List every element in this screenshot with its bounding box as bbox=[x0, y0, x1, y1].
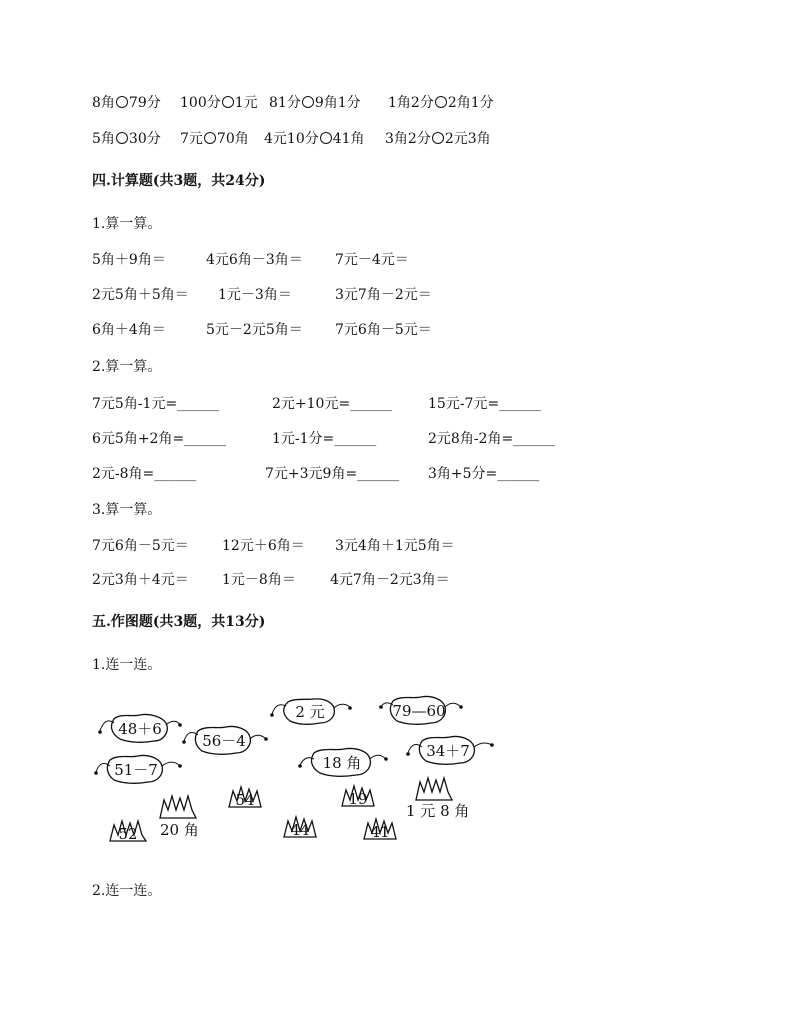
bug-label: 48＋6 bbox=[118, 720, 162, 738]
compare-item: 100分 1元 bbox=[180, 95, 258, 111]
blank-expression[interactable]: 6元5角+2角=______ bbox=[92, 431, 227, 447]
blank-expression[interactable]: 15元-7元=______ bbox=[428, 396, 542, 412]
bug-card[interactable] bbox=[406, 736, 494, 764]
bug-label: 51－7 bbox=[114, 761, 158, 779]
expression: 5角＋9角＝ bbox=[92, 252, 166, 268]
s5-q2-title: 2.连一连。 bbox=[92, 883, 162, 899]
expression: 1元－8角＝ bbox=[222, 572, 296, 588]
compare-item: 4元10分 41角 bbox=[264, 131, 365, 147]
blank-expression[interactable]: 2元-8角=______ bbox=[92, 466, 197, 482]
grass-label: 52 bbox=[118, 825, 138, 843]
expression: 12元＋6角＝ bbox=[222, 538, 305, 554]
expression: 7元6角－5元＝ bbox=[335, 322, 432, 338]
blank-expression[interactable]: 3角+5分=______ bbox=[428, 466, 540, 482]
compare-item: 1角2分 2角1分 bbox=[388, 95, 494, 111]
loose-label[interactable]: 1 元 8 角 bbox=[406, 802, 470, 820]
expression: 2元5角＋5角＝ bbox=[92, 287, 189, 303]
loose-label[interactable]: 20 角 bbox=[160, 821, 199, 839]
expression: 3元4角＋1元5角＝ bbox=[335, 538, 455, 554]
grass-label: 44 bbox=[290, 821, 310, 839]
q2-title: 2.算一算。 bbox=[92, 359, 162, 375]
q1-title: 1.算一算。 bbox=[92, 216, 162, 232]
grass-tuft-empty[interactable] bbox=[416, 778, 452, 800]
grass-label: 41 bbox=[370, 823, 390, 841]
bug-label: 18 角 bbox=[322, 754, 362, 772]
expression: 7元6角－5元＝ bbox=[92, 538, 189, 554]
expression: 4元6角－3角＝ bbox=[206, 252, 303, 268]
grass-label: 54 bbox=[235, 791, 255, 809]
grass-tuft[interactable] bbox=[364, 819, 396, 841]
expression: 1元－3角＝ bbox=[218, 287, 292, 303]
bug-card[interactable] bbox=[298, 748, 388, 776]
compare-item: 7元 70角 bbox=[180, 131, 249, 147]
compare-item: 3角2分 2元3角 bbox=[385, 131, 491, 147]
blank-expression[interactable]: 2元+10元=______ bbox=[272, 396, 393, 412]
section-5-heading: 五.作图题(共3题，共13分) bbox=[92, 614, 266, 630]
bug-label: 2 元 bbox=[295, 703, 325, 721]
section-4-heading: 四.计算题(共3题，共24分) bbox=[92, 173, 266, 189]
compare-item: 81分 9角1分 bbox=[269, 95, 361, 111]
bug-card[interactable] bbox=[379, 696, 463, 724]
grass-tuft[interactable] bbox=[342, 786, 374, 808]
bug-card[interactable] bbox=[270, 699, 352, 724]
bug-label: 79—60 bbox=[392, 702, 446, 720]
expression: 3元7角－2元＝ bbox=[335, 287, 432, 303]
bug-label: 56－4 bbox=[202, 732, 246, 750]
expression: 2元3角＋4元＝ bbox=[92, 572, 189, 588]
expression: 7元－4元＝ bbox=[335, 252, 409, 268]
expression: 5元－2元5角＝ bbox=[206, 322, 303, 338]
expression: 4元7角－2元3角＝ bbox=[330, 572, 450, 588]
bug-card[interactable] bbox=[98, 714, 182, 742]
expression: 6角＋4角＝ bbox=[92, 322, 166, 338]
blank-expression[interactable]: 7元+3元9角=______ bbox=[265, 466, 400, 482]
blank-expression[interactable]: 2元8角-2角=______ bbox=[428, 431, 556, 447]
blank-expression[interactable]: 7元5角-1元=______ bbox=[92, 396, 220, 412]
compare-item: 5角 30分 bbox=[92, 131, 161, 147]
grass-tuft[interactable] bbox=[229, 787, 261, 809]
grass-tuft[interactable] bbox=[284, 817, 316, 839]
grass-tuft[interactable] bbox=[110, 821, 146, 843]
blank-expression[interactable]: 1元-1分=______ bbox=[272, 431, 377, 447]
bug-card[interactable] bbox=[94, 755, 182, 783]
bug-card[interactable] bbox=[182, 726, 268, 754]
bug-label: 34＋7 bbox=[426, 742, 470, 760]
grass-tuft-empty[interactable] bbox=[160, 796, 196, 818]
compare-item: 8角 79分 bbox=[92, 95, 161, 111]
q3-title: 3.算一算。 bbox=[92, 502, 162, 518]
grass-label: 19 bbox=[348, 790, 368, 808]
s5-q1-title: 1.连一连。 bbox=[92, 657, 162, 673]
